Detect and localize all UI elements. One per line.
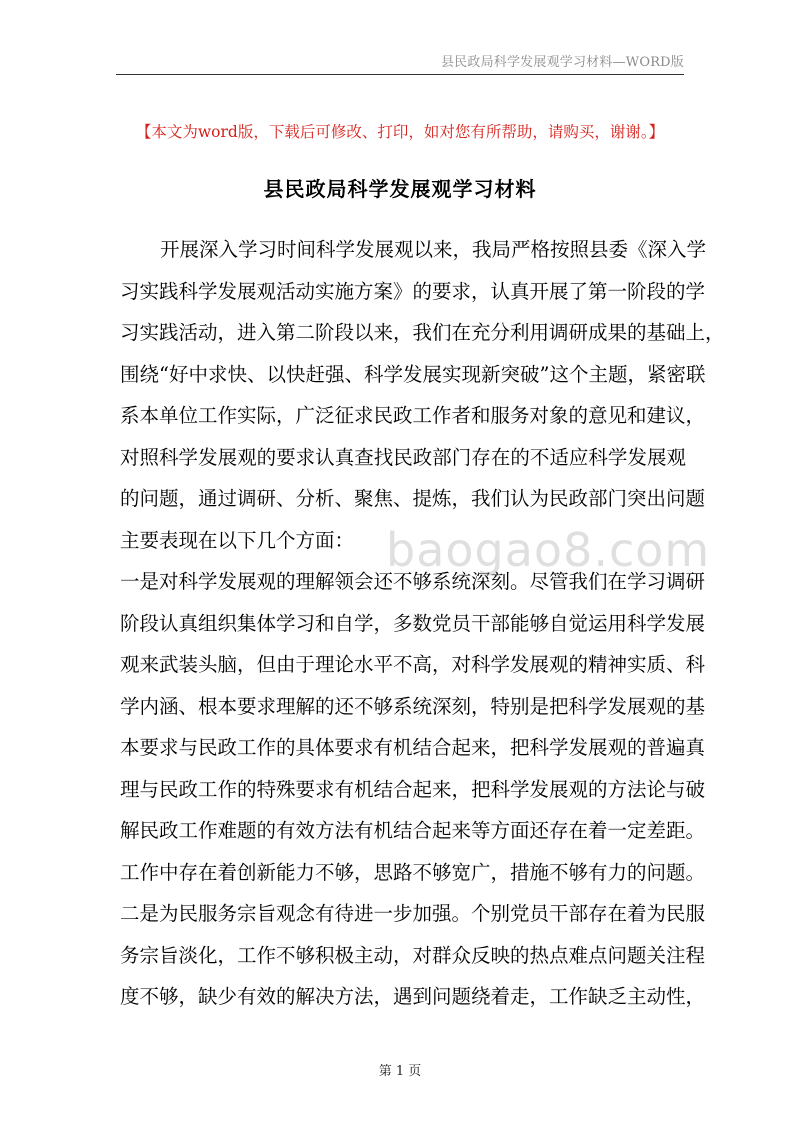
body-line: 围绕“好中求快、以快赶强、科学发展实现新突破”这个主题，紧密联 — [120, 362, 706, 386]
body-line: 主要表现在以下几个方面： — [120, 528, 355, 552]
body-line: 对照科学发展观的要求认真查找民政部门存在的不适应科学发展观 — [120, 445, 686, 469]
body-line: 一是对科学发展观的理解领会还不够系统深刻。尽管我们在学习调研 — [120, 570, 706, 593]
body-line: 学内涵、根本要求理解的还不够系统深刻，特别是把科学发展观的基 — [120, 694, 706, 718]
body-line: 开展深入学习时间科学发展观以来，我局严格按照县委《深入学 — [160, 238, 707, 261]
document-body — [120, 229, 725, 1018]
body-line: 理与民政工作的特殊要求有机结合起来，把科学发展观的方法论与破 — [120, 777, 706, 801]
document-title: 县民政局科学发展观学习材料 — [263, 177, 537, 201]
running-header: 县民政局科学发展观学习材料—WORD版 — [440, 55, 684, 70]
body-line: 习实践活动，进入第二阶段以来，我们在充分利用调研成果的基础上， — [120, 321, 725, 344]
body-line: 系本单位工作实际，广泛征求民政工作者和服务对象的意见和建议， — [120, 404, 706, 427]
body-line: 务宗旨淡化，工作不够积极主动，对群众反映的热点难点问题关注程 — [120, 943, 706, 967]
body-line: 本要求与民政工作的具体要求有机结合起来，把科学发展观的普遍真 — [120, 736, 706, 759]
header-rule — [116, 74, 684, 75]
purchase-notice: 【本文为word版，下载后可修改、打印，如对您有所帮助，请购买，谢谢。】 — [135, 123, 665, 141]
body-line: 度不够，缺少有效的解决方法，遇到问题绕着走，工作缺乏主动性， — [120, 985, 706, 1008]
body-line: 观来武装头脑，但由于理论水平不高，对科学发展观的精神实质、科 — [120, 653, 706, 676]
watermark: baogao8.com — [386, 523, 711, 577]
body-line: 习实践科学发展观活动实施方案》的要求，认真开展了第一阶段的学 — [120, 279, 706, 303]
body-line: 的问题，通过调研、分析、聚焦、提炼，我们认为民政部门突出问题 — [120, 487, 706, 510]
body-line: 二是为民服务宗旨观念有待进一步加强。个别党员干部存在着为民服 — [120, 902, 706, 925]
body-line: 解民政工作难题的有效方法有机结合起来等方面还存在着一定差距。 — [120, 819, 706, 842]
body-line: 工作中存在着创新能力不够，思路不够宽广，措施不够有力的问题。 — [120, 860, 706, 884]
page-number: 第 1 页 — [378, 1064, 422, 1079]
body-line: 阶段认真组织集体学习和自学，多数党员干部能够自觉运用科学发展 — [120, 611, 706, 635]
